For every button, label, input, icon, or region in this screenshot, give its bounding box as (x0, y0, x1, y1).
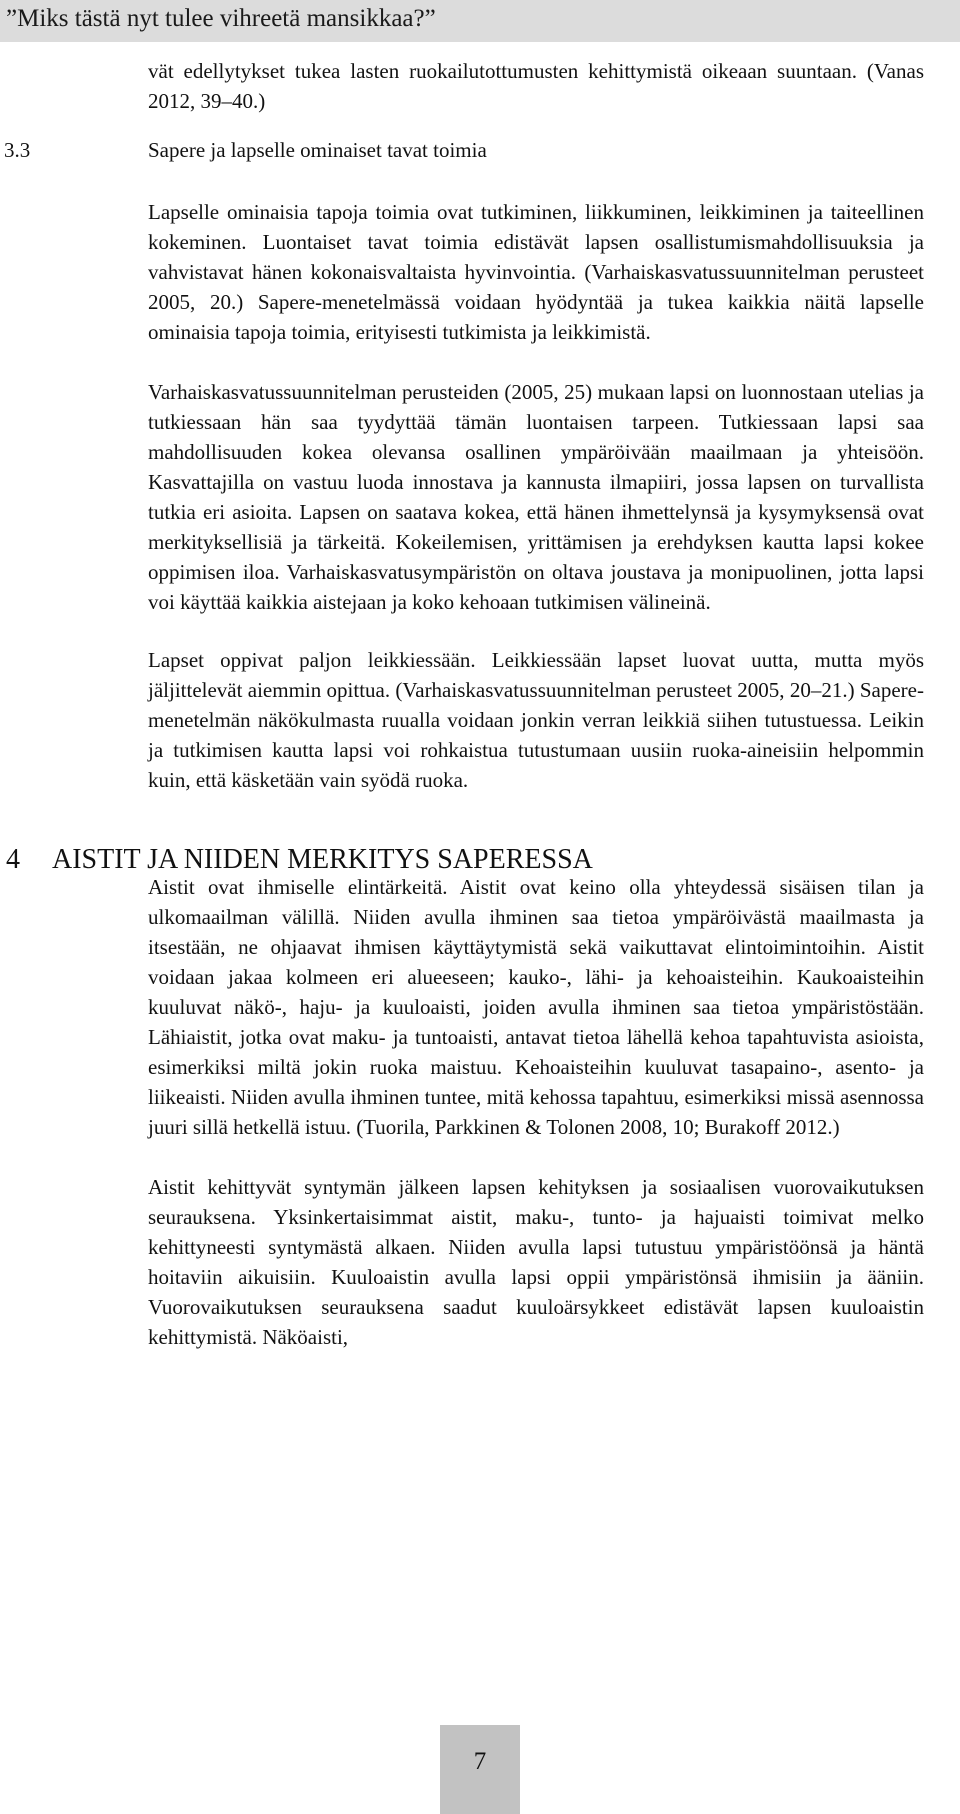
page-number-box (440, 1725, 520, 1814)
chapter-title: AISTIT JA NIIDEN MERKITYS SAPERESSA (52, 844, 593, 875)
page-number: 7 (473, 1748, 487, 1775)
section-title: Sapere ja lapselle ominaiset tavat toimia (148, 138, 487, 162)
chapter-number: 4 (6, 844, 20, 875)
section-heading-3-3 (4, 135, 924, 165)
running-header-title: ”Miks tästä nyt tulee vihreetä mansikkaa?” (6, 5, 436, 32)
running-header (0, 0, 960, 42)
body-paragraph: Lapset oppivat paljon leikkiessään. Leikkiessään lapset luovat uutta, mutta myös jäljittelevät aiemmin opittua. (Varhaiskasvatussuunnitelman perusteet 2005, 20–21.) Sapere-menetelmän näkökulmasta ruualla voidaan jonkin verran leikkiä siihen tutustuessa. Leikin ja tutkimisen kautta lapsi voi rohkaistua tutustumaan uusiin ruoka-aineisiin helpommin kuin, että käsketään vain syödä ruoka. (148, 648, 924, 792)
body-paragraph: Varhaiskasvatussuunnitelman perusteiden (2005, 25) mukaan lapsi on luonnostaan utelias ja tutkiessaan hän saa tyydyttää tämän luontaisen tarpeen. Tutkiessaan lapsi saa mahdollisuuden kokea olevansa osallinen ympäröivään maailmaan ja yhteisöön. Kasvattajilla on vastuu luoda innostava ja kannusta ilmapiiri, jossa lapsen on turvallista tutkia eri asioita. Lapsen on saatava kokea, että hänen ihmettelynsä ja kysymyksensä ovat merkityksellisiä ja tärkeitä. Kokeilemisen, yrittämisen ja erehdyksen kautta lapsi kokee oppimisen iloa. Varhaiskasvatusympäristön on oltava joustava ja monipuolinen, jotta lapsi voi käyttää kaikkia aistejaan ja koko kehoaan tutkimisen välineinä. (148, 380, 924, 614)
page-body (4, 56, 924, 1352)
body-paragraph: Aistit ovat ihmiselle elintärkeitä. Aistit ovat keino olla yhteydessä sisäisen tilan ja ulkomaailman välillä. Niiden avulla ihminen saa tietoa ympäröivästä maailmasta ja itsestään, ne ohjaavat ihmisen käyttäytymistä sekä vaikuttavat elintoimintoihin. Aistit voidaan jakaa kolmeen eri alueeseen; kauko-, lähi- ja kehoaisteihin. Kaukoaisteihin kuuluvat näkö-, haju- ja kuuloaisti, joiden avulla ihminen saa tietoa ympäristöstään. Lähiaistit, jotka ovat maku- ja tuntoaisti, antavat tietoa lähellä kehoa tapahtuvista asioista, esimerkiksi miltä jokin ruoka maistuu. Kehoaisteihin kuuluvat tasapaino-, asento- ja liikeaisti. Niiden avulla ihminen tuntee, mitä kehossa tapahtuu, esimerkiksi missä asennossa juuri sillä hetkellä istuu. (Tuorila, Parkkinen & Tolonen 2008, 10; Burakoff 2012.) (148, 875, 924, 1139)
section-number: 3.3 (4, 138, 31, 162)
body-paragraph: Aistit kehittyvät syntymän jälkeen lapsen kehityksen ja sosiaalisen vuorovaikutuksen seurauksena. Yksinkertaisimmat aistit, maku-, tunto- ja hajuaisti toimivat melko kehittyneesti syntymästä alkaen. Niiden avulla lapsi tutustuu ympäristöönsä ja häntä hoitaviin aikuisiin. Kuuloaistin avulla lapsi oppii ympäristönsä ihmisiin ja ääniin. Vuorovaikutuksen seurauksena saadut kuuloärsykkeet edistävät lapsen kuuloaistin kehittymistä. Näköaisti, (148, 1175, 924, 1349)
intro-paragraph: vät edellytykset tukea lasten ruokailutottumusten kehittymistä oikeaan suuntaan. (Vanas 2012, 39–40.) (148, 59, 924, 113)
body-paragraph: Lapselle ominaisia tapoja toimia ovat tutkiminen, liikkuminen, leikkiminen ja taiteellinen kokeminen. Luontaiset tavat toimia edistävät lapsen osallistumismahdollisuuksia ja vahvistavat hänen kokonaisvaltaista hyvinvointia. (Varhaiskasvatussuunnitelman perusteet 2005, 20.) Sapere-menetelmässä voidaan hyödyntää ja tukea kaikkia näitä lapselle ominaisia tapoja toimia, erityisesti tutkimista ja leikkimistä. (148, 200, 924, 344)
